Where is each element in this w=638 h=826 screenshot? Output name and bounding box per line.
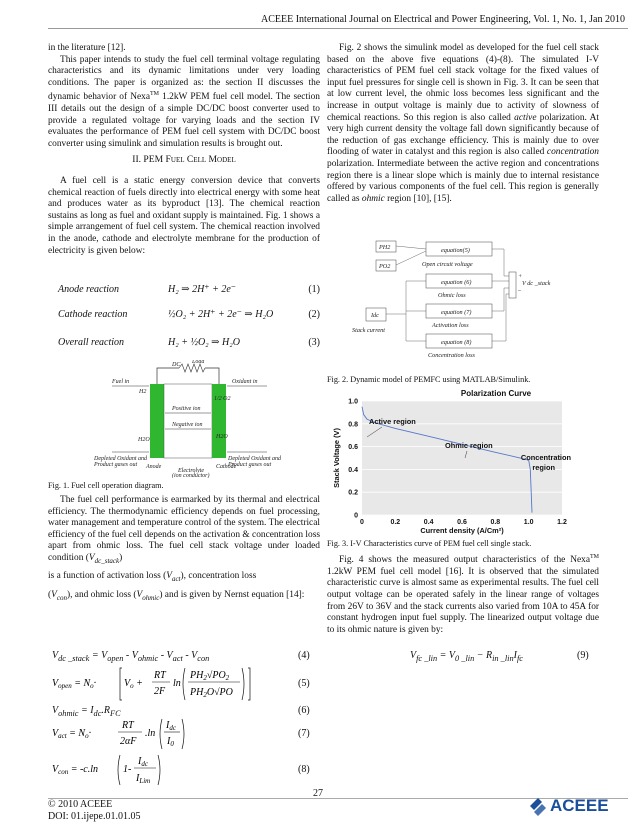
- oxidant-in-label: Oxidant in: [232, 379, 258, 385]
- ohmic-region-annotation: Ohmic region: [445, 441, 493, 450]
- anode-label: Anode: [146, 464, 162, 470]
- svg-text:Idc: Idc: [371, 312, 379, 319]
- x-tick-label: 1.0: [523, 519, 534, 526]
- y-tick-label: 0.8: [348, 421, 358, 429]
- paragraph: This paper intends to study the fuel cell terminal voltage regulating characteristics and its dynamic limitations under very loading conditions. The paper is organized as: the section II discusses the dynamic behavior of Nexa™ 1.2kW PEM fuel cell model. The section III details out the design of a simple DC/DC boost converter used to provide a regulated voltage for varying loads and the section IV evaluates the performance of PEM fuel cell system with DC/DC boost converter using simulink and simulation results is brought out.: [48, 54, 320, 149]
- svg-text:2F: 2F: [154, 686, 166, 697]
- logo-icon: [528, 796, 548, 816]
- eq4-number: (4): [298, 650, 310, 661]
- dc-label: DC: [172, 362, 181, 368]
- paragraph: in the literature [12].: [48, 43, 126, 53]
- simulink-model: [346, 236, 556, 366]
- sum-block: [509, 272, 516, 298]
- fuel-in-label: Fuel in: [112, 379, 130, 385]
- x-axis-label: Current density (A/Cm²): [420, 526, 504, 535]
- svg-text:PH2: PH2: [379, 244, 391, 251]
- svg-text:PO2: PO2: [379, 263, 391, 270]
- svg-text:I0: $I_0$: [167, 736, 174, 748]
- h2-label: H2: [139, 389, 147, 395]
- svg-text:equation (6): equation (6): [441, 279, 472, 286]
- equation-7: [52, 716, 232, 752]
- fig1-caption: Fig. 1. Fuel cell operation diagram.: [48, 481, 164, 490]
- journal-header: ACEEE International Journal on Electrical and Power Engineering, Vol. 1, No. 1, Jan 2010: [261, 14, 625, 25]
- negative-ion-label: Negative ion: [172, 422, 203, 428]
- cathode-label: Cathode: [216, 464, 237, 470]
- x-tick-label: 1.2: [557, 519, 567, 526]
- y-tick-label: 0.2: [348, 489, 358, 497]
- stack-current-label: Stack current: [352, 327, 385, 334]
- svg-text:Idc: $I_{dc}$: [138, 756, 148, 768]
- y-tick-label: 0.4: [348, 466, 358, 474]
- h2o-left-label: H2O: [138, 437, 150, 443]
- svg-text:ILim: $I_{Lim}$: [136, 773, 151, 785]
- paragraph: The fuel cell performance is earmarked by its thermal and electrical efficiency. The thermodynamic efficiency depends on fuel processing, water management and temperature control of the system. The electrical efficiency of the fuel cell depends on the activation & concentration loss apart from ohmic loss. The fuel cell stack voltage under loaded condition $(V_{dc\_stack})$: [48, 495, 320, 565]
- right-column: [327, 43, 599, 205]
- concentration-region-annotation: Concentration region: [520, 453, 571, 472]
- svg-text:1-: 1-: [123, 764, 132, 775]
- page-number: 27: [313, 788, 323, 799]
- x-tick-label: 0.4: [423, 519, 434, 526]
- equation-9: $V_{fc \_lin} = V_{0 \_lin} - R_{in \_lin}I_{fc}$: [410, 650, 523, 663]
- x-tick-label: 0.6: [457, 519, 467, 526]
- paragraph: Fig. 2 shows the simulink model as developed for the fuel cell stack based on the above five equations (4)-(8). The simulated I-V characteristics of PEM fuel cell stack voltage for the fixed values of input fuel pressures for single cell is shown in Fig. 3. It can be seen that at low current level, the ohmic loss becomes less significant and the increase in output voltage is mainly due to activity of slowness of chemical reactions. So this region is also called active polarization. At very high current density the voltage fall down significantly because of the reduction of gas exchange efficiency. This is mainly due to over flooding of water in catalyst and this region is also called concentration polarization. Intermediate between the active region and concentrations region there is a linear slope which is mainly due to internal resistance offered by various components of the fuel cell. This region is generally called as ohmic region [10], [15].: [327, 43, 599, 204]
- y-tick-label: 1.0: [348, 398, 358, 406]
- x-tick-label: 0.8: [490, 519, 501, 526]
- load-resistor: [179, 364, 205, 372]
- svg-text:PH2O√PO: $PH_2O√PO$: [190, 687, 233, 699]
- svg-text:equation(5): equation(5): [441, 247, 470, 254]
- paragraph: is a function of activation loss $(V_{act})$, concentration loss: [48, 571, 257, 584]
- equation-4: $V_{dc \_stack} = V_{open} - V_{ohmic} - V_{act} - V_{con}$: [52, 650, 210, 663]
- eq7-number: (7): [298, 728, 310, 739]
- eq9-number: (9): [577, 650, 589, 661]
- aceee-logo: ACEEE: [528, 796, 609, 816]
- left-column: [48, 43, 320, 150]
- chart-title: Polarization Curve: [460, 389, 532, 398]
- ocv-label: Open circuit voltage: [422, 261, 473, 268]
- y-axis-label: Stack Voltage (V): [332, 428, 341, 488]
- paragraph: A fuel cell is a static energy conversion device that converts chemical reaction of fuels directly into electrical energy with some heat and produces water as its byproduct [13]. The chemical reaction sustains as long as fuel and oxidant supply is maintained. Fig. 1 shows a simple arrangement of fuel cell system. The chemical reaction involved in the anode, cathode and electrolyte membrane for the production of electricity is given below:: [48, 176, 320, 256]
- active-region-annotation: Active region: [369, 417, 416, 426]
- fuel-cell-diagram: [92, 360, 292, 478]
- electrolyte-label: Electrolyte (ion conductor): [172, 468, 210, 478]
- o2-label: 1/2 O2: [214, 396, 231, 402]
- equation-5: [52, 664, 272, 704]
- depleted-right-label: Depleted Oxidant and Product gases out: [228, 456, 281, 468]
- svg-text:.ln: .ln: [145, 728, 156, 739]
- x-tick-label: 0.2: [390, 519, 401, 526]
- paragraph: Fig. 4 shows the measured output characteristics of the Nexa™ 1.2kW PEM fuel cell model [16]. It is observed that the simulated characteristic curve is almost same as experimental results. The fuel cell output voltage can be operated safely in the linear range of voltages from 26V to 36V and the stack currents also varied from 10A to 45A for constant hydrogen input fuel supply. The linearized output voltage due to its ohmic nature is given by:: [327, 554, 599, 635]
- svg-text:equation (8): equation (8): [441, 339, 472, 346]
- svg-text:RT: RT: [122, 720, 134, 731]
- svg-text:ln: ln: [173, 678, 181, 689]
- svg-text:RT: RT: [154, 670, 166, 681]
- fig3-caption: Fig. 3. I-V Characteristics curve of PEM fuel cell single stack.: [327, 539, 532, 548]
- svg-text:2αF: 2αF: [120, 736, 137, 747]
- equation-6: $V_{ohmic} = I_{dc}.R_{FC}$: [52, 705, 121, 718]
- polarization-chart: [327, 387, 607, 537]
- electrolyte-membrane: [164, 384, 212, 458]
- concentration-label: Concentration loss: [428, 352, 475, 359]
- svg-text:+: +: [518, 273, 523, 280]
- h2o-right-label: H2O: [216, 434, 228, 440]
- svg-text:Vact = No·: $V_{act} = N_o\cdot$: [52, 728, 92, 740]
- right-column-2: [327, 552, 599, 636]
- equation-8: [52, 752, 232, 788]
- eq5-number: (5): [298, 678, 310, 689]
- depleted-left-label: Depleted Oxidant and Product gases out: [94, 456, 147, 468]
- fig2-caption: Fig. 2. Dynamic model of PEMFC using MATLAB/Simulink.: [327, 375, 531, 384]
- svg-text:Idc: $I_{dc}$: [166, 720, 176, 732]
- paragraph: $(V_{con})$, and ohmic loss $(V_{ohmic})$ and is given by Nernst equation [14]:: [48, 589, 305, 602]
- svg-text:–: –: [518, 287, 522, 294]
- load-label: Load: [192, 360, 205, 365]
- svg-text:Vo +: $V_o$ +: [124, 678, 143, 690]
- copyright: © 2010 ACEEE: [48, 799, 113, 810]
- eq6-number: (6): [298, 705, 310, 716]
- y-tick-label: 0: [354, 512, 358, 520]
- positive-ion-label: Positive ion: [172, 406, 201, 412]
- svg-text:equation (7): equation (7): [441, 309, 472, 316]
- doi: DOI: 01.ijepe.01.01.05: [48, 811, 141, 822]
- svg-text:Vcon = -c.ln: $V_{con} = -c.\ln$: [52, 764, 99, 776]
- x-tick-label: 0: [360, 519, 364, 526]
- section-heading: II. PEM Fuel Cell Model: [132, 154, 236, 165]
- ohmic-label: Ohmic loss: [438, 292, 466, 299]
- activation-label: Activation loss: [432, 322, 469, 329]
- svg-text:Vopen = No·: $V_{open} = N_o\cdot$: [52, 678, 97, 690]
- header-rule: [48, 28, 628, 29]
- eq8-number: (8): [298, 764, 310, 775]
- left-column-2: [48, 176, 320, 257]
- y-tick-label: 0.6: [348, 444, 358, 452]
- left-column-3: [48, 495, 320, 604]
- svg-text:PH2√PO2: $PH_2√PO_2$: [190, 670, 230, 682]
- anode-plate: [150, 384, 164, 458]
- vdc-stack-label: V dc _stack: [522, 280, 551, 287]
